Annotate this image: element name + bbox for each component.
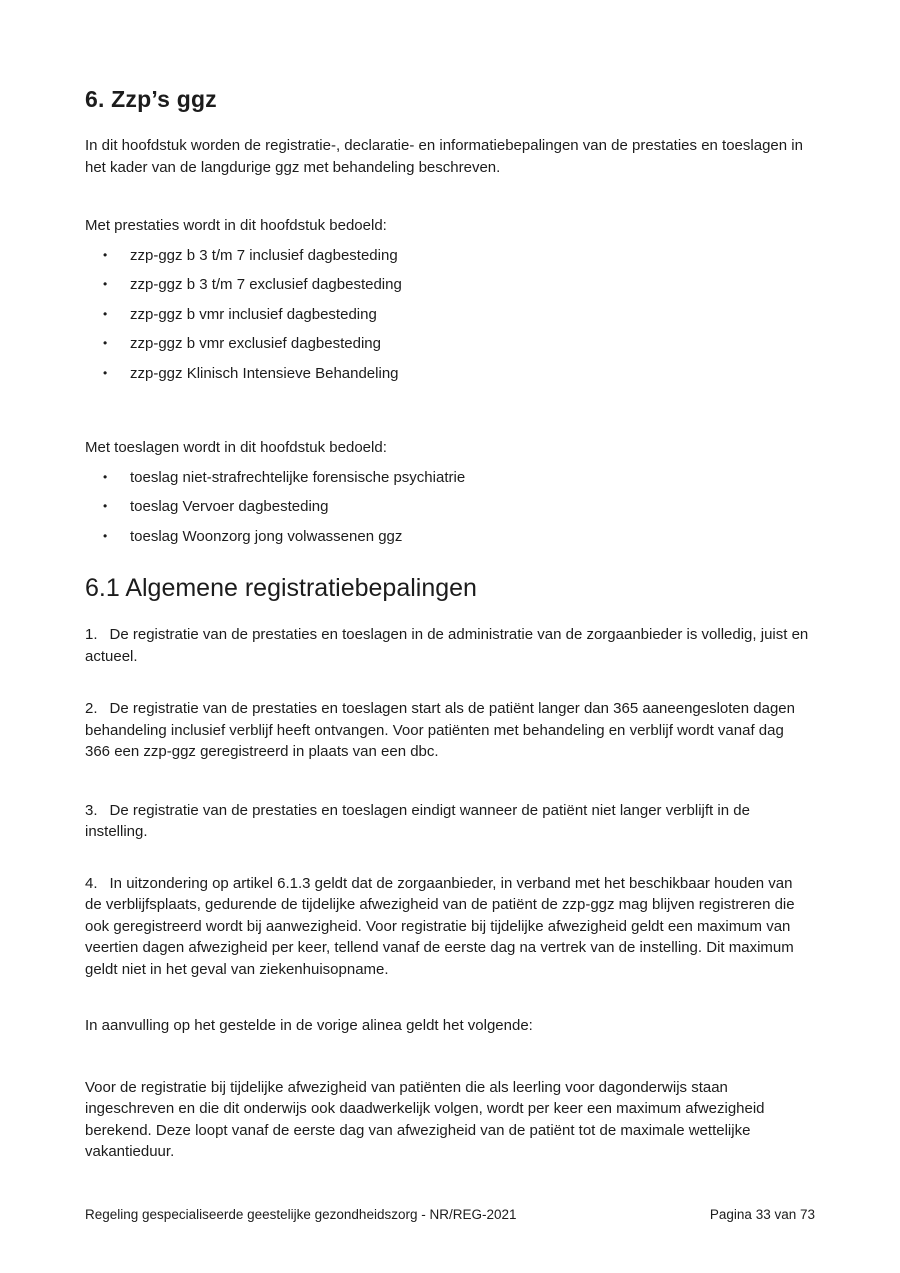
clause-number: 2. <box>85 700 98 717</box>
clause-paragraph <box>85 624 812 667</box>
chapter-intro-paragraph: In dit hoofdstuk worden de registratie-, declaratie- en informatiebepalingen van de prestaties en toeslagen in het kader van de langdurige ggz met behandeling beschreven. <box>85 137 803 176</box>
list-item-label: zzp-ggz b 3 t/m 7 inclusief dagbesteding <box>130 246 398 264</box>
prestaties-bullet-list <box>85 245 812 385</box>
list-item-label: zzp-ggz b 3 t/m 7 exclusief dagbesteding <box>130 276 402 293</box>
bullet-dot-icon: • <box>103 528 108 543</box>
list-item <box>85 526 812 548</box>
bullet-dot-icon: • <box>103 336 108 350</box>
list-item-label: toeslag Woonzorg jong volwassenen ggz <box>130 527 403 545</box>
clause-text: De registratie van de prestaties en toeslagen start als de patiënt langer dan 365 aaneengesloten dagen behandeling inclusief verblijf heeft ontvangen. Voor patiënten met behandeling en verblijf wordt vanaf dag 366 een zzp-ggz geregistreerd in plaats van een dbc. <box>85 700 795 760</box>
list-item <box>85 304 812 326</box>
chapter-heading: 6. Zzp’s ggz <box>85 86 217 112</box>
list-item <box>85 245 812 267</box>
clause-paragraph <box>85 873 812 981</box>
list-item-label: zzp-ggz b vmr inclusief dagbesteding <box>130 305 377 323</box>
clause-text: De registratie van de prestaties en toeslagen in de administratie van de zorgaanbieder is volledig, juist en actueel. <box>85 626 809 665</box>
toeslagen-bullet-list <box>85 467 812 548</box>
list-item <box>85 467 812 489</box>
list-item <box>85 496 812 518</box>
list-item-label: toeslag niet-strafrechtelijke forensische psychiatrie <box>130 468 466 486</box>
prestaties-list-intro: Met prestaties wordt in dit hoofdstuk bedoeld: <box>85 217 387 234</box>
clause-text: In uitzondering op artikel 6.1.3 geldt dat de zorgaanbieder, in verband met het beschikbaar houden van de verblijfsplaats, gedurende de tijdelijke afwezigheid van de patiënt de zzp-ggz mag blijven registreren die ook geregistreerd wordt bij aanwezigheid. Voor registratie bij tijdelijke afwezigheid geldt een maximum van veertien dagen afwezigheid per keer, tellend vanaf de eerste dag na vertrek van de instelling. Dit maximum geldt niet in het geval van ziekenhuisopname. <box>85 874 795 978</box>
bullet-dot-icon: • <box>103 306 108 321</box>
bullet-dot-icon: • <box>103 277 108 291</box>
clause-number: 3. <box>85 801 98 819</box>
list-item-label: zzp-ggz b vmr exclusief dagbesteding <box>130 335 381 352</box>
list-item-label: zzp-ggz Klinisch Intensieve Behandeling <box>130 364 399 382</box>
footer-document-title: Regeling gespecialiseerde geestelijke gezondheidszorg - NR/REG-2021 <box>85 1207 517 1222</box>
bullet-dot-icon: • <box>103 365 108 380</box>
list-item <box>85 363 812 385</box>
list-item <box>85 333 812 355</box>
list-item-label: toeslag Vervoer dagbesteding <box>130 498 329 515</box>
clause-paragraph <box>85 800 812 843</box>
list-item <box>85 274 812 296</box>
supplement-intro-paragraph: In aanvulling op het gestelde in de vorige alinea geldt het volgende: <box>85 1017 533 1034</box>
footer-page-number: Pagina 33 van 73 <box>709 1207 815 1222</box>
clause-number: 4. <box>85 874 98 892</box>
clause-paragraph <box>85 698 812 763</box>
clause-text: De registratie van de prestaties en toeslagen eindigt wanneer de patiënt niet langer verblijft in de instelling. <box>85 801 750 840</box>
section-heading: 6.1 Algemene registratiebepalingen <box>85 574 477 602</box>
bullet-dot-icon: • <box>103 247 108 262</box>
toeslagen-list-intro: Met toeslagen wordt in dit hoofdstuk bedoeld: <box>85 439 387 456</box>
clause-number: 1. <box>85 626 98 643</box>
closing-paragraph: Voor de registratie bij tijdelijke afwezigheid van patiënten die als leerling voor dagonderwijs staan ingeschreven en die dit onderwijs ook daadwerkelijk volgen, wordt per keer een maximum afwezigheid berekend. Deze loopt vanaf de eerste dag van afwezigheid van de patiënt tot de maximale wettelijke vakantieduur. <box>85 1078 765 1160</box>
page-footer <box>85 1206 815 1223</box>
bullet-dot-icon: • <box>103 499 108 513</box>
bullet-dot-icon: • <box>103 469 108 484</box>
